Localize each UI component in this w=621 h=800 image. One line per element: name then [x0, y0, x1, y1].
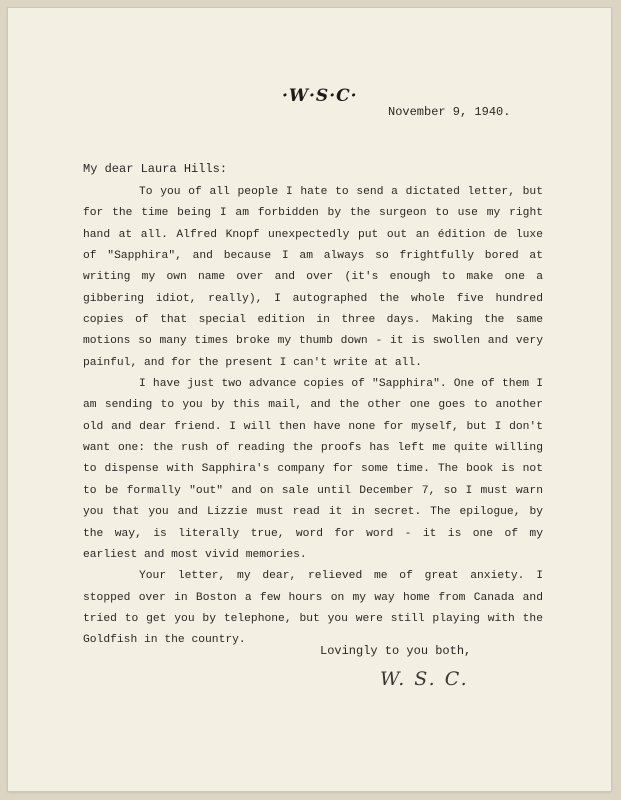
- letter-body: [83, 182, 543, 652]
- signature: W. S. C.: [380, 668, 469, 690]
- closing: Lovingly to you both,: [320, 644, 472, 658]
- paragraph-3: Your letter, my dear, relieved me of great anxiety. I stopped over in Boston a few hours on my way home from Canada and tried to get you by telephone, but you were still playing with the Goldfish in the country.: [83, 570, 543, 647]
- letter-date: November 9, 1940.: [388, 105, 511, 119]
- letterhead-monogram: ·W·S·C·: [282, 86, 358, 106]
- paragraph-1: To you of all people I hate to send a dictated letter, but for the time being I am forbidden by the surgeon to use my right hand at all. Alfred Knopf unexpectedly put out an édition de luxe of "Sapphira", and because I am always so frightfully bored at writing my own name over and over (it's enough to make one a gibbering idiot, really), I autographed the whole five hundred copies of that special edition in three days. Making the same motions so many times broke my thumb down - it is swollen and very painful, and for the present I can't write at all.: [83, 186, 543, 369]
- letter-page: [8, 8, 611, 791]
- salutation: My dear Laura Hills:: [83, 162, 228, 176]
- paragraph-2: I have just two advance copies of "Sapphira". One of them I am sending to you by this mail, and the other one goes to another old and dear friend. I will then have none for myself, but I don't want one: the rush of reading the proofs has left me quite willing to dispense with Sapphira's company for some time. The book is not to be formally "out" and on sale until December 7, so I must warn you that you and Lizzie must read it in secret. The epilogue, by the way, is literally true, word for word - it is one of my earliest and most vivid memories.: [83, 378, 543, 561]
